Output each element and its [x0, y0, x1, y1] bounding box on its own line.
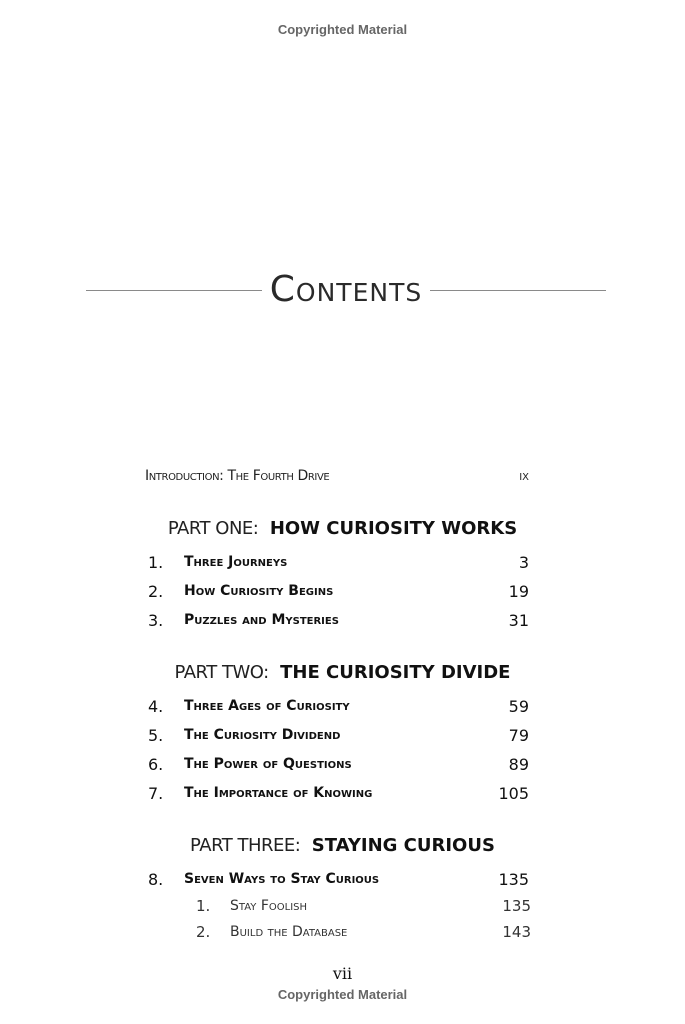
toc-entry-chapter-5 [148, 726, 530, 748]
page-title: Contents [269, 269, 423, 310]
chapter-number: 4. [148, 697, 164, 716]
section-number: 2. [196, 923, 211, 941]
chapter-title: The Power of Questions [184, 756, 352, 772]
part-label: PART THREE: [190, 835, 301, 856]
part-heading-three [0, 835, 685, 856]
title-rule-left [86, 290, 262, 291]
chapter-number: 5. [148, 726, 164, 745]
chapter-number: 2. [148, 582, 164, 601]
chapter-page: 19 [508, 582, 529, 601]
section-number: 1. [196, 897, 211, 915]
toc-entry-page: ix [519, 468, 529, 484]
part-heading-one [0, 518, 685, 539]
title-rule-right [430, 290, 606, 291]
part-label: PART TWO: [174, 662, 269, 683]
part-name: STAYING CURIOUS [311, 835, 495, 856]
toc-entry-chapter-2 [148, 582, 530, 604]
chapter-number: 6. [148, 755, 164, 774]
toc-entry-chapter-8 [148, 870, 530, 892]
chapter-number: 7. [148, 784, 164, 803]
chapter-page: 3 [518, 553, 529, 572]
chapter-title: Seven Ways to Stay Curious [184, 871, 380, 887]
section-title: Stay Foolish [230, 898, 308, 914]
chapter-title: Three Ages of Curiosity [184, 698, 350, 714]
part-heading-two [0, 662, 685, 683]
chapter-title: The Curiosity Dividend [184, 727, 341, 743]
copyright-watermark-top: Copyrighted Material [277, 22, 408, 37]
chapter-number: 8. [148, 870, 164, 889]
chapter-page: 79 [508, 726, 529, 745]
chapter-page: 31 [508, 611, 529, 630]
chapter-page: 135 [498, 870, 529, 889]
chapter-page: 59 [508, 697, 529, 716]
chapter-title: Three Journeys [184, 554, 288, 570]
copyright-watermark-bottom: Copyrighted Material [277, 987, 408, 1002]
page-number-folio: vii [332, 964, 353, 983]
part-name: HOW CURIOSITY WORKS [269, 518, 518, 539]
chapter-page: 89 [508, 755, 529, 774]
toc-entry-chapter-3 [148, 611, 530, 633]
toc-entry-introduction [145, 468, 530, 488]
contents-title-row [86, 266, 606, 314]
toc-entry-chapter-6 [148, 755, 530, 777]
toc-entry-chapter-4 [148, 697, 530, 719]
toc-entry-title: Introduction: The Fourth Drive [145, 468, 330, 484]
chapter-number: 3. [148, 611, 164, 630]
toc-subentry-2 [196, 923, 531, 943]
section-title: Build the Database [230, 924, 348, 940]
part-name: THE CURIOSITY DIVIDE [280, 662, 511, 683]
toc-entry-chapter-1 [148, 553, 530, 575]
chapter-number: 1. [148, 553, 164, 572]
chapter-title: The Importance of Knowing [184, 785, 373, 801]
section-page: 143 [502, 923, 531, 941]
chapter-page: 105 [498, 784, 529, 803]
chapter-title: How Curiosity Begins [184, 583, 334, 599]
toc-subentry-1 [196, 897, 531, 917]
section-page: 135 [502, 897, 531, 915]
toc-entry-chapter-7 [148, 784, 530, 806]
chapter-title: Puzzles and Mysteries [184, 612, 339, 628]
part-label: PART ONE: [167, 518, 259, 539]
